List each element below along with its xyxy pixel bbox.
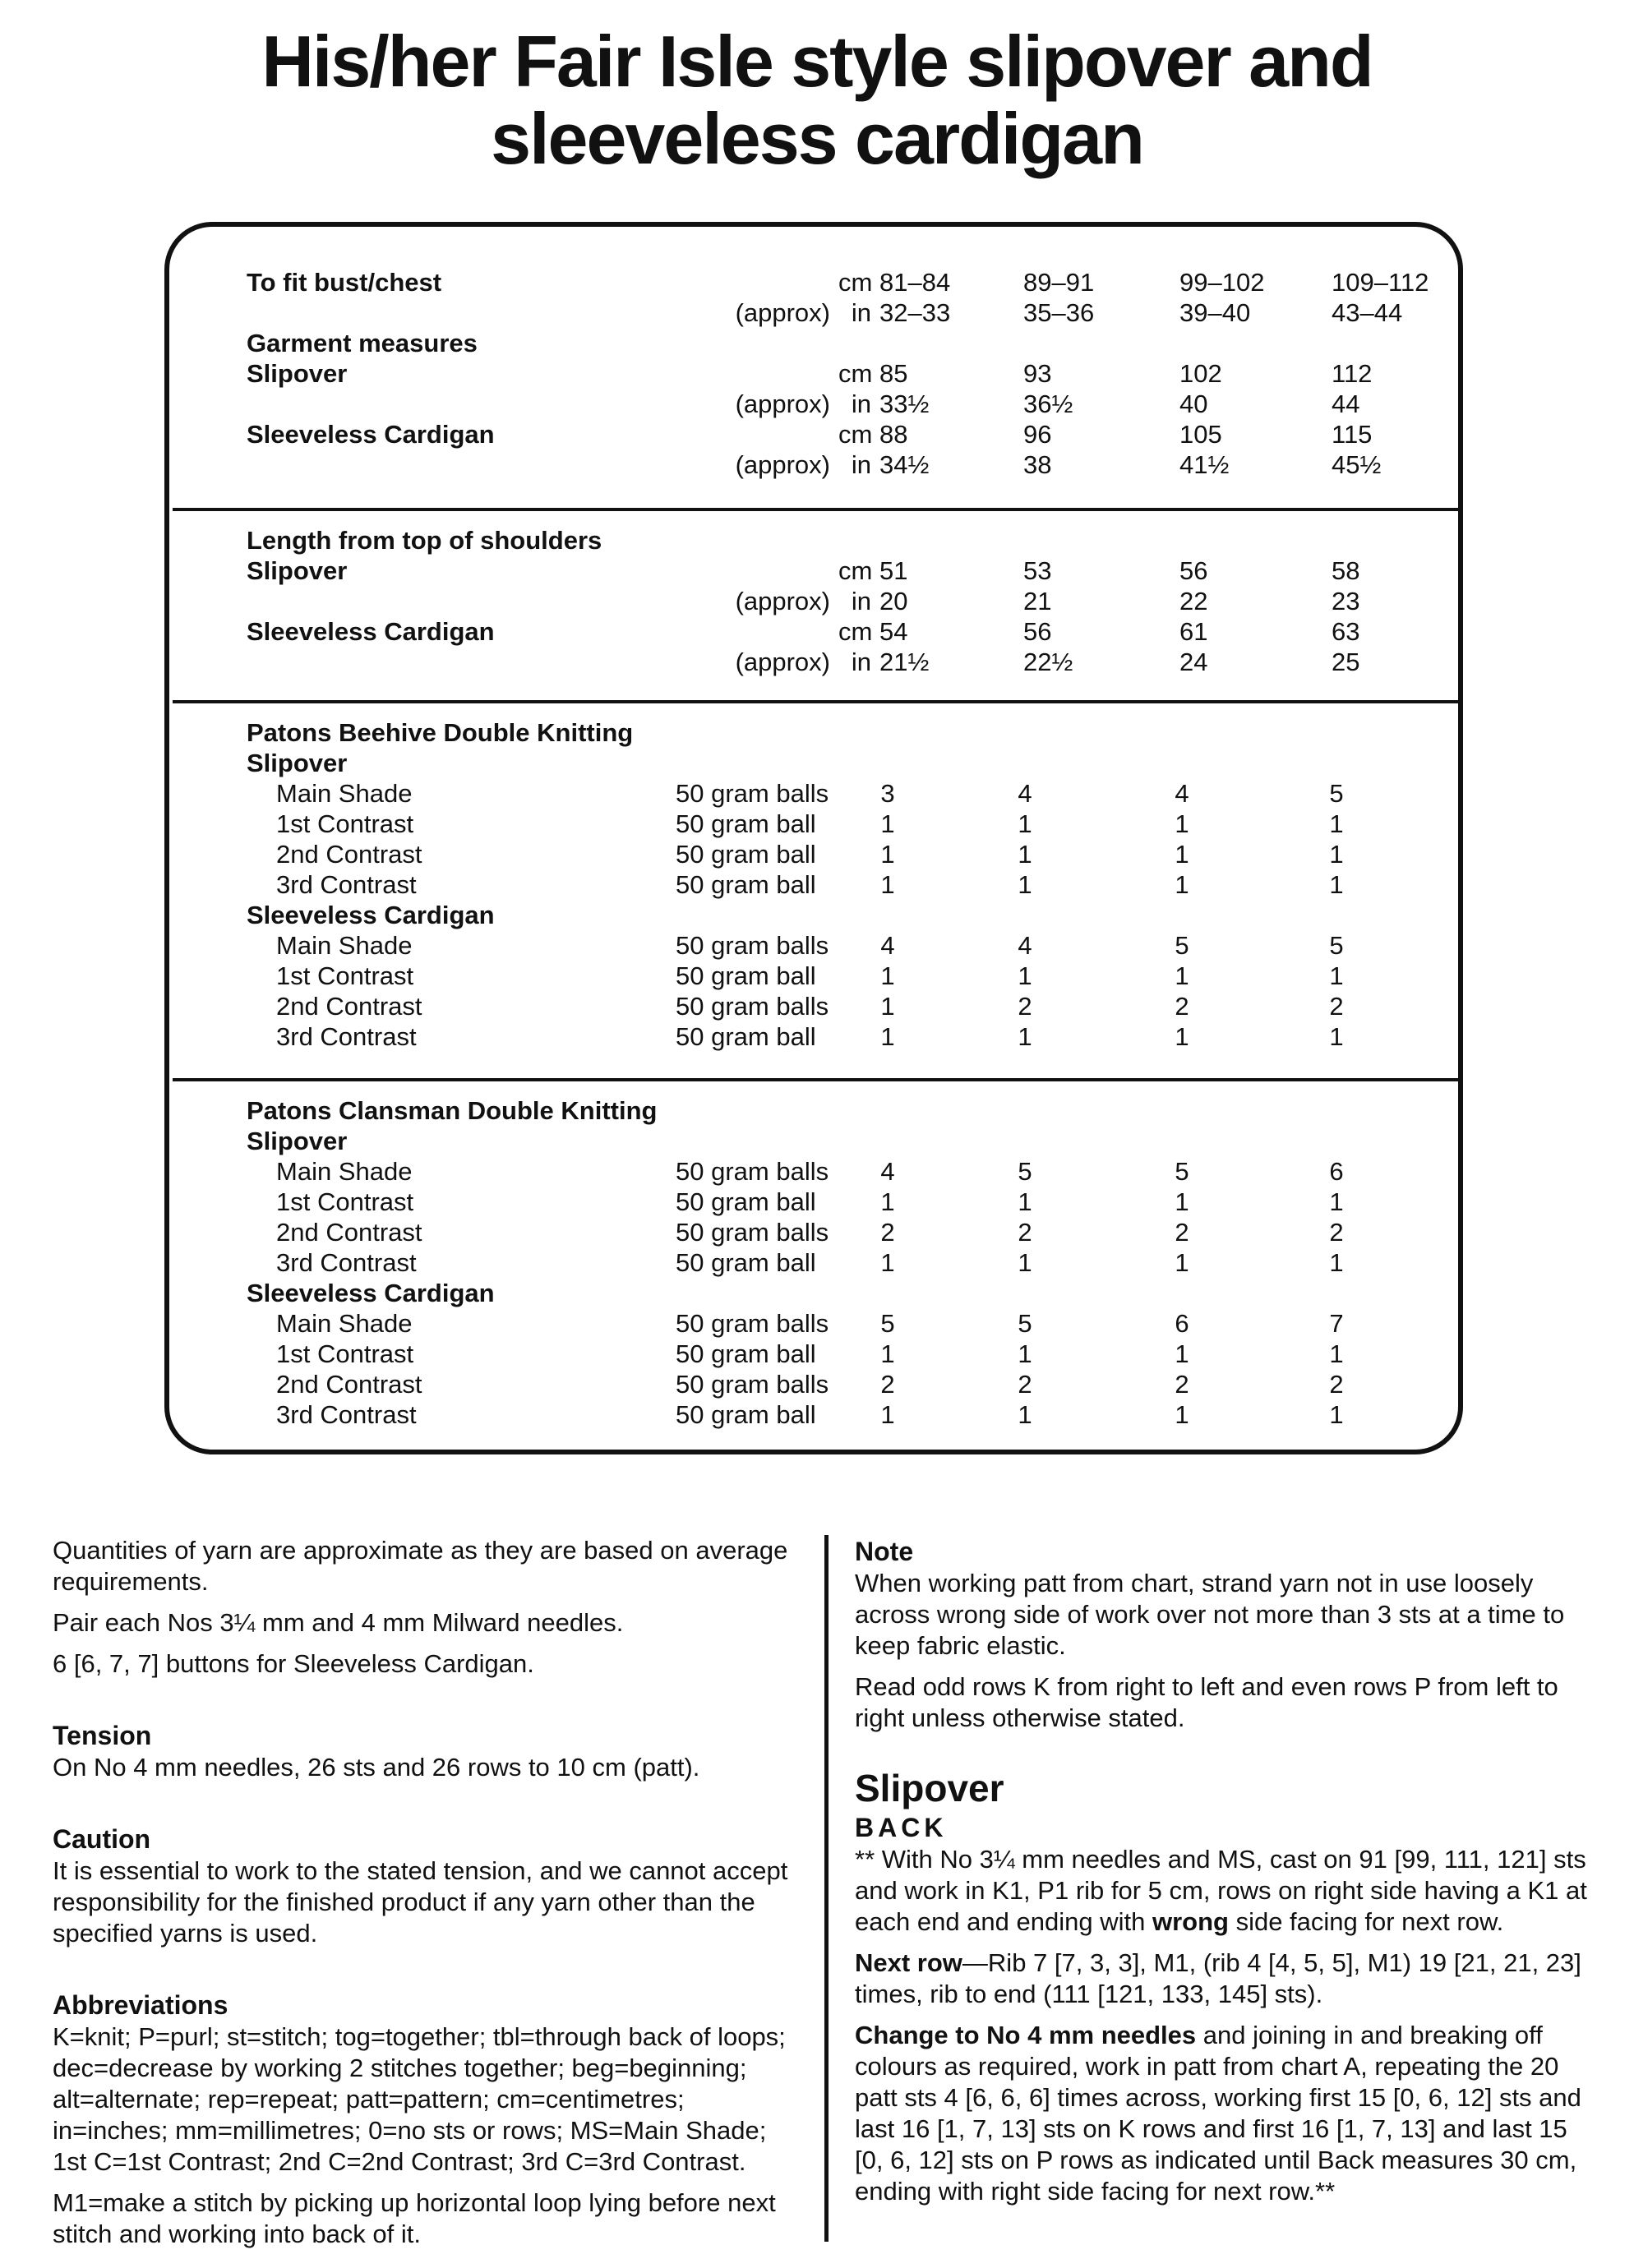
abbreviations-text: K=knit; P=purl; st=stitch; tog=together; tbl=through back of loops; dec=decrease by working 2 stitches together; beg=beginning; alt=alternate; rep=repeat; patt=pattern; cm=centimetres; in=inches; mm=millimetres; 0=no sts or rows; MS=Main Shade; 1st C=1st Contrast; 2nd C=2nd Contrast; 3rd C=3rd Contrast. (53, 2022, 786, 2176)
yarn-unit: 50 gram ball (676, 840, 816, 869)
quantity: 2 (1175, 1218, 1189, 1247)
quantity: 1 (1175, 1400, 1189, 1429)
quantity: 1 (1329, 840, 1344, 869)
quantities-note: Quantities of yarn are approximate as they are based on average requirements. (53, 1536, 788, 1596)
value: 22 (1179, 587, 1208, 615)
buttons-note: 6 [6, 7, 7] buttons for Sleeveless Cardigan. (53, 1649, 534, 1678)
quantity: 1 (880, 1187, 895, 1216)
value: 38 (1023, 450, 1052, 479)
instructions-column (855, 1535, 1595, 2217)
value: 41½ (1179, 450, 1230, 479)
approx-label: (approx) (735, 298, 830, 327)
value: 25 (1332, 648, 1360, 676)
value: 34½ (879, 450, 930, 479)
approx-label: (approx) (735, 648, 830, 676)
change-needles-text: and joining in and breaking off colours as required, work in patt from chart A, repeating the 20 patt sts 4 [6, 6, 6] times across, working first 15 [0, 6, 12] sts and last 16 [1, 7, 13] sts on K rows and first 16 [1, 7, 13] and last 15 [0, 6, 12] sts on P rows as indicated until Back measures 30 cm, ending with right side facing for next row.** (855, 2021, 1581, 2206)
value: 54 (879, 617, 908, 646)
note-heading: Note (855, 1537, 914, 1566)
length-label: Length from top of shoulders (247, 526, 602, 555)
unit-in: in (851, 587, 871, 615)
value: 115 (1332, 420, 1373, 449)
value: 35–36 (1023, 298, 1095, 327)
shade-label: 2nd Contrast (276, 1370, 422, 1399)
quantity: 1 (1018, 1339, 1032, 1368)
value: 39–40 (1179, 298, 1251, 327)
value: 88 (879, 420, 908, 449)
unit-cm: cm (838, 268, 873, 297)
yarn-section-clansman (247, 1095, 1447, 1430)
back-instructions (855, 1844, 1595, 1938)
shade-label: Main Shade (276, 931, 413, 960)
value: 32–33 (879, 298, 951, 327)
value: 56 (1023, 617, 1052, 646)
yarn-section-title: Patons Beehive Double Knitting (247, 718, 634, 747)
value: 40 (1179, 390, 1208, 418)
value: 45½ (1332, 450, 1382, 479)
value: 51 (879, 556, 908, 585)
value: 21 (1023, 587, 1052, 615)
quantity: 1 (1018, 870, 1032, 899)
value: 21½ (879, 648, 930, 676)
approx-label: (approx) (735, 587, 830, 615)
tension-heading: Tension (53, 1721, 152, 1750)
quantity: 1 (1175, 1022, 1189, 1051)
value: 23 (1332, 587, 1360, 615)
approx-label: (approx) (735, 390, 830, 418)
quantity: 1 (1329, 1248, 1344, 1277)
slipover-heading: Slipover (855, 1767, 1004, 1809)
quantity: 1 (880, 809, 895, 838)
shade-label: 1st Contrast (276, 1339, 414, 1368)
unit-in: in (851, 390, 871, 418)
quantity: 2 (880, 1218, 895, 1247)
note-text-2: Read odd rows K from right to left and even rows P from left to right unless otherwise stated. (855, 1672, 1558, 1732)
quantity: 1 (1175, 840, 1189, 869)
shade-label: 3rd Contrast (276, 870, 417, 899)
value: 93 (1023, 359, 1052, 388)
caution-heading: Caution (53, 1824, 151, 1854)
back-text-b: side facing for next row. (1228, 1907, 1504, 1936)
value: 85 (879, 359, 908, 388)
value: 89–91 (1023, 268, 1095, 297)
quantity: 1 (1175, 961, 1189, 990)
value: 99–102 (1179, 268, 1265, 297)
length-section (247, 525, 1447, 677)
slipover-label: Slipover (247, 556, 348, 585)
quantity: 1 (1018, 1187, 1032, 1216)
quantity: 4 (1018, 931, 1032, 960)
yarn-unit: 50 gram balls (676, 992, 829, 1021)
note-text-1: When working patt from chart, strand yarn not in use loosely across wrong side of work over not more than 3 sts at a time to keep fabric elastic. (855, 1569, 1565, 1660)
shade-label: 2nd Contrast (276, 1218, 422, 1247)
quantity: 2 (1329, 1370, 1344, 1399)
shade-label: 2nd Contrast (276, 840, 422, 869)
unit-in: in (851, 450, 871, 479)
value: 112 (1332, 359, 1373, 388)
shade-label: Main Shade (276, 1157, 413, 1186)
value: 43–44 (1332, 298, 1403, 327)
next-row-instructions (855, 1948, 1595, 2010)
back-text-bold: wrong (1152, 1907, 1229, 1936)
quantity: 4 (880, 1157, 895, 1186)
shade-label: 1st Contrast (276, 1187, 414, 1216)
quantity: 2 (1175, 992, 1189, 1021)
quantity: 1 (1018, 961, 1032, 990)
yarn-unit: 50 gram balls (676, 1370, 829, 1399)
quantity: 7 (1329, 1309, 1344, 1338)
quantity: 1 (880, 992, 895, 1021)
quantity: 1 (1329, 870, 1344, 899)
quantity: 2 (1018, 1218, 1032, 1247)
needles-note: Pair each Nos 3¼ mm and 4 mm Milward needles. (53, 1608, 624, 1637)
materials-column (53, 1535, 792, 2260)
yarn-group-label: Sleeveless Cardigan (247, 1279, 495, 1307)
quantity: 1 (880, 840, 895, 869)
garment-label: Garment measures (247, 329, 478, 357)
value: 24 (1179, 648, 1208, 676)
change-needles-instructions (855, 2020, 1595, 2207)
quantity: 1 (1175, 870, 1189, 899)
section-divider (173, 508, 1463, 511)
quantity: 1 (1018, 1248, 1032, 1277)
quantity: 1 (1018, 1022, 1032, 1051)
value: 22½ (1023, 648, 1073, 676)
yarn-unit: 50 gram balls (676, 1218, 829, 1247)
quantity: 4 (880, 931, 895, 960)
shade-label: 3rd Contrast (276, 1022, 417, 1051)
back-heading: BACK (855, 1813, 948, 1842)
yarn-unit: 50 gram balls (676, 1309, 829, 1338)
yarn-section-beehive (247, 717, 1447, 1052)
yarn-unit: 50 gram balls (676, 1157, 829, 1186)
unit-cm: cm (838, 420, 873, 449)
quantity: 1 (880, 1248, 895, 1277)
quantity: 1 (1018, 809, 1032, 838)
approx-label: (approx) (735, 450, 830, 479)
quantity: 1 (880, 870, 895, 899)
value: 81–84 (879, 268, 951, 297)
shade-label: 1st Contrast (276, 961, 414, 990)
value: 56 (1179, 556, 1208, 585)
value: 105 (1179, 420, 1222, 449)
unit-cm: cm (838, 359, 873, 388)
shade-label: 3rd Contrast (276, 1248, 417, 1277)
back-text-a: ** With No 3¼ mm needles and MS, cast on 91 [99, 111, 121] sts and work in K1, P1 rib for 5 cm, rows on right side having a K1 at each end and ending with (855, 1845, 1587, 1936)
change-needles-label: Change to No 4 mm needles (855, 2021, 1197, 2049)
quantity: 6 (1329, 1157, 1344, 1186)
quantity: 1 (1329, 809, 1344, 838)
yarn-unit: 50 gram ball (676, 1248, 816, 1277)
quantity: 2 (1329, 1218, 1344, 1247)
yarn-group-label: Sleeveless Cardigan (247, 901, 495, 929)
quantity: 1 (1175, 1187, 1189, 1216)
quantity: 1 (880, 961, 895, 990)
value: 44 (1332, 390, 1360, 418)
yarn-section-title: Patons Clansman Double Knitting (247, 1096, 658, 1125)
page-title (49, 23, 1585, 177)
quantity: 2 (1329, 992, 1344, 1021)
fit-section (247, 267, 1447, 480)
quantity: 5 (1175, 931, 1189, 960)
yarn-unit: 50 gram balls (676, 931, 829, 960)
value: 61 (1179, 617, 1208, 646)
quantity: 1 (1329, 1400, 1344, 1429)
cardigan-label: Sleeveless Cardigan (247, 617, 495, 646)
quantity: 4 (1018, 779, 1032, 808)
unit-in: in (851, 298, 871, 327)
unit-in: in (851, 648, 871, 676)
quantity: 2 (1018, 992, 1032, 1021)
unit-cm: cm (838, 556, 873, 585)
yarn-unit: 50 gram ball (676, 870, 816, 899)
next-row-text: —Rib 7 [7, 3, 3], M1, (rib 4 [4, 5, 5], M1) 19 [21, 21, 23] times, rib to end (111 [121, 133, 145] sts). (855, 1948, 1581, 2008)
tension-text: On No 4 mm needles, 26 sts and 26 rows to 10 cm (patt). (53, 1753, 700, 1782)
quantity: 4 (1175, 779, 1189, 808)
fit-label: To fit bust/chest (247, 268, 442, 297)
abbreviations-heading: Abbreviations (53, 1990, 228, 2020)
next-row-label: Next row (855, 1948, 962, 1977)
quantity: 1 (880, 1339, 895, 1368)
quantity: 1 (1329, 1022, 1344, 1051)
quantity: 2 (880, 1370, 895, 1399)
yarn-unit: 50 gram ball (676, 1022, 816, 1051)
shade-label: 1st Contrast (276, 809, 414, 838)
m1-definition: M1=make a stitch by picking up horizontal loop lying before next stitch and working into back of it. (53, 2188, 776, 2248)
quantity: 1 (1175, 809, 1189, 838)
quantity: 1 (1018, 1400, 1032, 1429)
quantity: 1 (880, 1400, 895, 1429)
yarn-unit: 50 gram balls (676, 779, 829, 808)
quantity: 5 (1175, 1157, 1189, 1186)
quantity: 1 (1175, 1339, 1189, 1368)
shade-label: 3rd Contrast (276, 1400, 417, 1429)
value: 96 (1023, 420, 1052, 449)
quantity: 5 (1329, 779, 1344, 808)
shade-label: Main Shade (276, 779, 413, 808)
quantity: 5 (1329, 931, 1344, 960)
yarn-unit: 50 gram ball (676, 1339, 816, 1368)
section-divider (173, 700, 1463, 703)
unit-cm: cm (838, 617, 873, 646)
quantity: 5 (880, 1309, 895, 1338)
cardigan-label: Sleeveless Cardigan (247, 420, 495, 449)
caution-text: It is essential to work to the stated tension, and we cannot accept responsibility for the finished product if any yarn other than the specified yarns is used. (53, 1856, 788, 1948)
value: 102 (1179, 359, 1222, 388)
value: 53 (1023, 556, 1052, 585)
yarn-unit: 50 gram ball (676, 809, 816, 838)
value: 63 (1332, 617, 1360, 646)
yarn-unit: 50 gram ball (676, 1187, 816, 1216)
yarn-group-label: Slipover (247, 749, 348, 777)
quantity: 1 (1329, 1187, 1344, 1216)
quantity: 2 (1175, 1370, 1189, 1399)
quantity: 2 (1018, 1370, 1032, 1399)
quantity: 1 (1018, 840, 1032, 869)
yarn-unit: 50 gram ball (676, 1400, 816, 1429)
value: 20 (879, 587, 908, 615)
quantity: 1 (1329, 1339, 1344, 1368)
quantity: 3 (880, 779, 895, 808)
quantity: 6 (1175, 1309, 1189, 1338)
value: 109–112 (1332, 268, 1429, 297)
value: 58 (1332, 556, 1360, 585)
yarn-unit: 50 gram ball (676, 961, 816, 990)
quantity: 5 (1018, 1157, 1032, 1186)
slipover-label: Slipover (247, 359, 348, 388)
yarn-group-label: Slipover (247, 1127, 348, 1155)
value: 36½ (1023, 390, 1073, 418)
shade-label: 2nd Contrast (276, 992, 422, 1021)
quantity: 1 (880, 1022, 895, 1051)
column-rule (824, 1535, 829, 2242)
quantity: 1 (1329, 961, 1344, 990)
quantity: 5 (1018, 1309, 1032, 1338)
quantity: 1 (1175, 1248, 1189, 1277)
value: 33½ (879, 390, 930, 418)
title-line-1: His/her Fair Isle style slipover and (261, 21, 1373, 102)
section-divider (173, 1078, 1463, 1081)
title-line-2: sleeveless cardigan (491, 98, 1143, 179)
shade-label: Main Shade (276, 1309, 413, 1338)
